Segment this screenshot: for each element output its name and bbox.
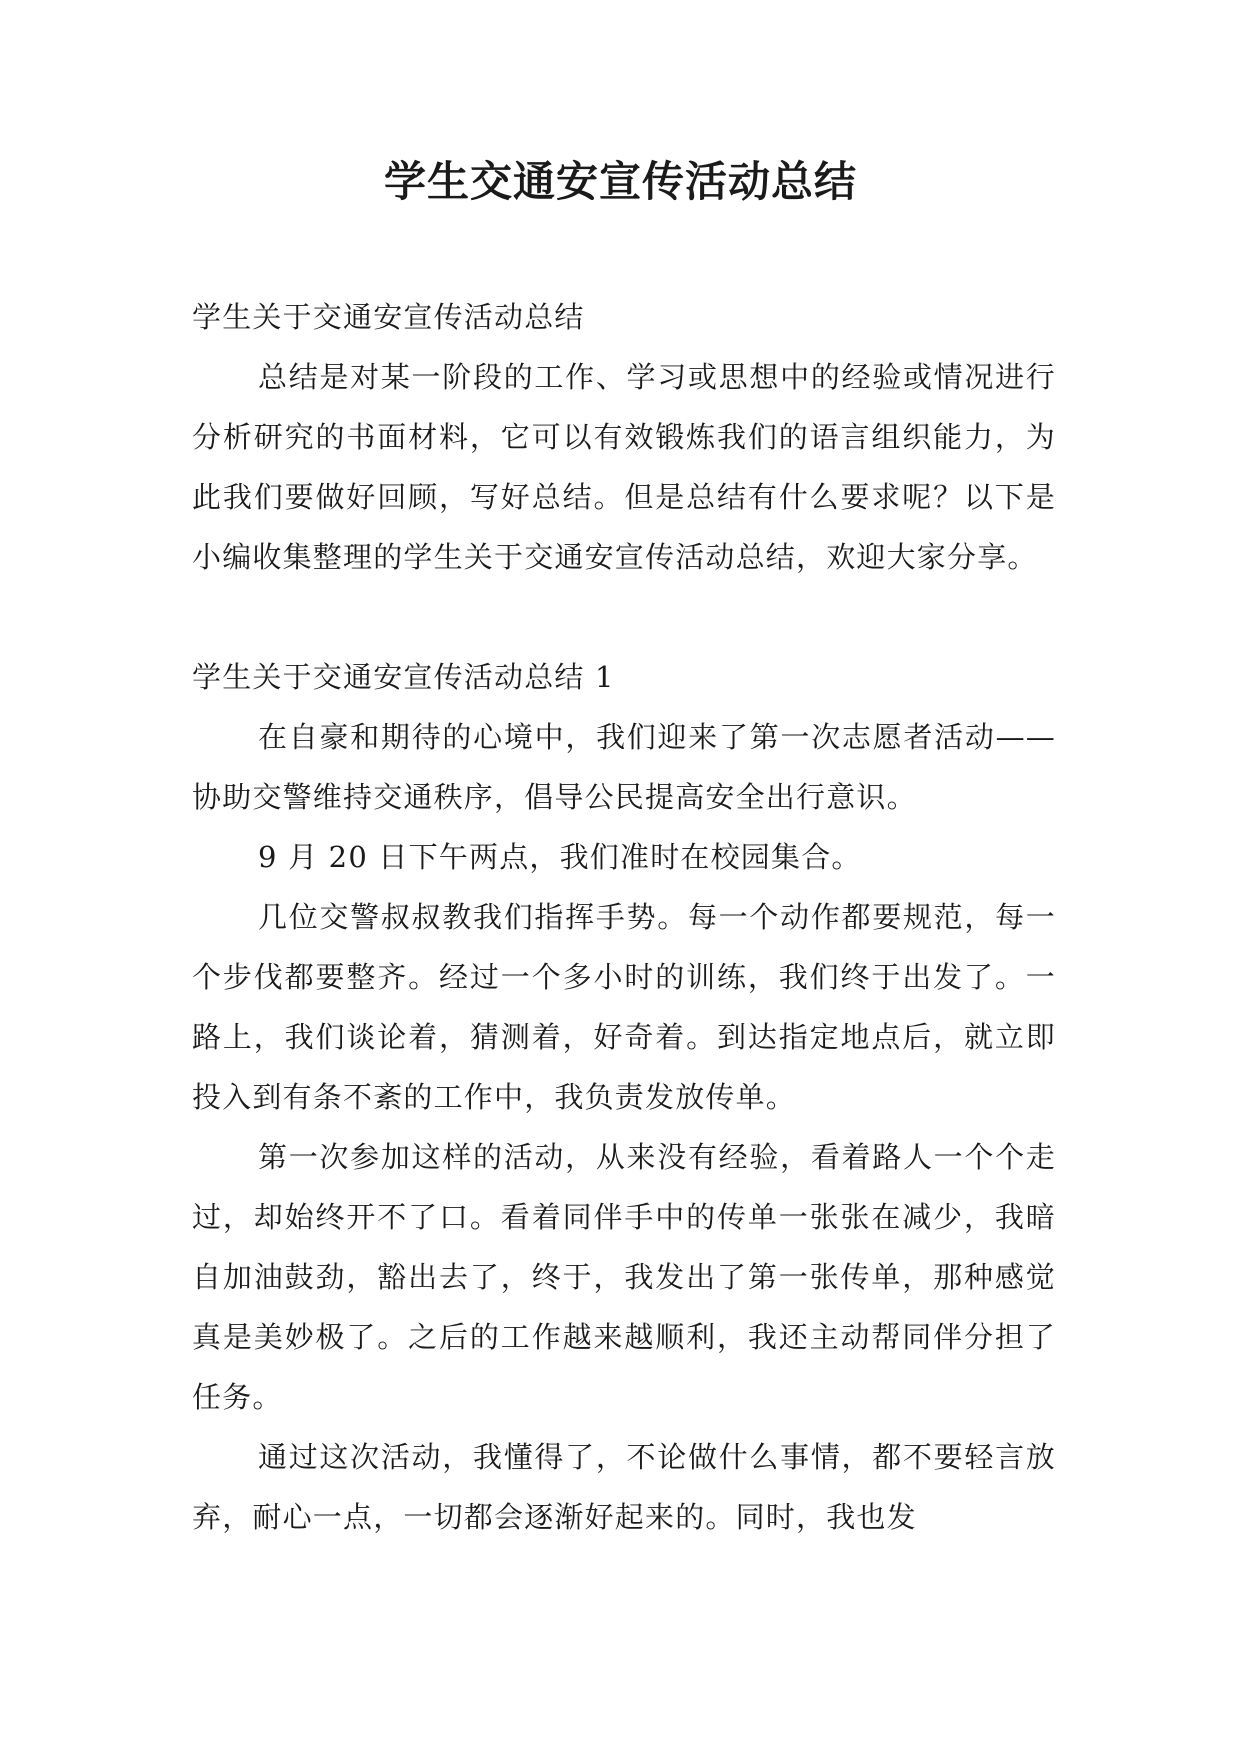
section-1-paragraph: 在自豪和期待的心境中，我们迎来了第一次志愿者活动——协助交警维持交通秩序，倡导公民提高安全出行意识。 — [192, 720, 1056, 814]
section-1-paragraph: 通过这次活动，我懂得了，不论做什么事情，都不要轻言放弃，耐心一点，一切都会逐渐好起来的。同时，我也发 — [192, 1440, 1056, 1534]
intro-heading: 学生关于交通安宣传活动总结 — [192, 300, 585, 334]
section-1-paragraph: 第一次参加这样的活动，从来没有经验，看着路人一个个走过，却始终开不了口。看着同伴手中的传单一张张在减少，我暗自加油鼓劲，豁出去了，终于，我发出了第一张传单，那种感觉真是美妙极了。之后的工作越来越顺利，我还主动帮同伴分担了任务。 — [192, 1140, 1056, 1414]
section-1-paragraph: 9 月 20 日下午两点，我们准时在校园集合。 — [258, 840, 862, 874]
section-1-heading: 学生关于交通安宣传活动总结 1 — [192, 660, 615, 694]
intro-paragraph: 总结是对某一阶段的工作、学习或思想中的经验或情况进行分析研究的书面材料，它可以有效锻炼我们的语言组织能力，为此我们要做好回顾，写好总结。但是总结有什么要求呢？以下是小编收集整理的学生关于交通安宣传活动总结，欢迎大家分享。 — [192, 360, 1056, 574]
document-title: 学生交通安宣传活动总结 — [383, 157, 857, 206]
document-body — [192, 287, 1056, 1547]
section-1-paragraph: 几位交警叔叔教我们指挥手势。每一个动作都要规范，每一个步伐都要整齐。经过一个多小时的训练，我们终于出发了。一路上，我们谈论着，猜测着，好奇着。到达指定地点后，就立即投入到有条不紊的工作中，我负责发放传单。 — [192, 900, 1056, 1114]
section-spacer — [192, 587, 1056, 647]
